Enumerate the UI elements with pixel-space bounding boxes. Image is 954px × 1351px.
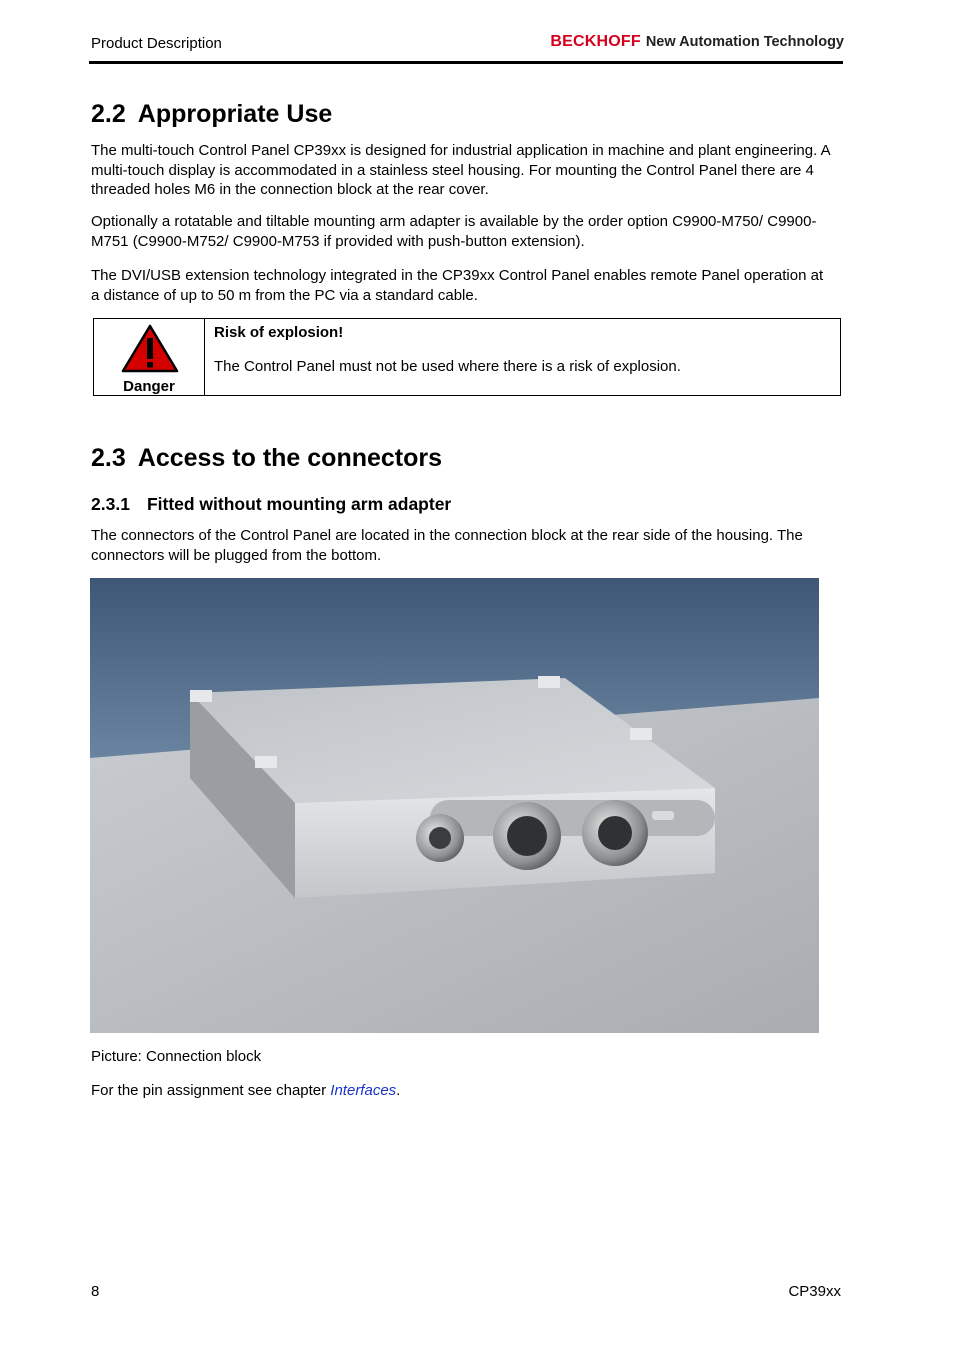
paragraph-appropriate-use-2: Optionally a rotatable and tiltable mounting arm adapter is available by the order option C9900-M750/ C9900-M751 (C9900-M752/ C9900-M753 if provided with push-button extension). <box>91 213 817 250</box>
danger-icon-cell <box>94 319 205 395</box>
warning-triangle-icon <box>121 324 179 374</box>
header-section-title: Product Description <box>91 35 222 52</box>
pin-assignment-reference: For the pin assignment see chapter Interfaces. <box>91 1082 401 1099</box>
beckhoff-logo <box>550 33 844 51</box>
logo-tagline: New Automation Technology <box>645 34 844 50</box>
danger-label: Danger <box>123 378 175 395</box>
interfaces-link[interactable]: Interfaces <box>330 1082 397 1099</box>
heading-appropriate-use: 2.2 Appropriate Use <box>91 100 333 128</box>
danger-notice <box>93 318 841 396</box>
danger-text: The Control Panel must not be used where there is a risk of explosion. <box>214 358 681 375</box>
connection-block-photo <box>90 578 819 1033</box>
page-number: 8 <box>91 1283 100 1300</box>
paragraph-appropriate-use-1: The multi-touch Control Panel CP39xx is designed for industrial application in machine and plant engineering. A multi-touch display is accommodated in a stainless steel housing. For mounting the Control Panel there are 4 threaded holes M6 in the connection block at the rear cover. <box>91 142 830 198</box>
header-divider <box>89 61 843 64</box>
danger-title: Risk of explosion! <box>214 324 344 341</box>
figure-caption: Picture: Connection block <box>91 1048 262 1065</box>
logo-brand: BECKHOFF <box>550 33 641 50</box>
paragraph-connectors: The connectors of the Control Panel are located in the connection block at the rear side of the housing. The connectors will be plugged from the bottom. <box>91 527 803 564</box>
paragraph-appropriate-use-3: The DVI/USB extension technology integrated in the CP39xx Control Panel enables remote Panel operation at a distance of up to 50 m from the PC via a standard cable. <box>91 267 824 304</box>
heading-access-connectors: 2.3 Access to the connectors <box>91 444 443 472</box>
product-name: CP39xx <box>788 1283 841 1300</box>
heading-fitted-without-arm: 2.3.1 Fitted without mounting arm adapter <box>91 494 452 514</box>
